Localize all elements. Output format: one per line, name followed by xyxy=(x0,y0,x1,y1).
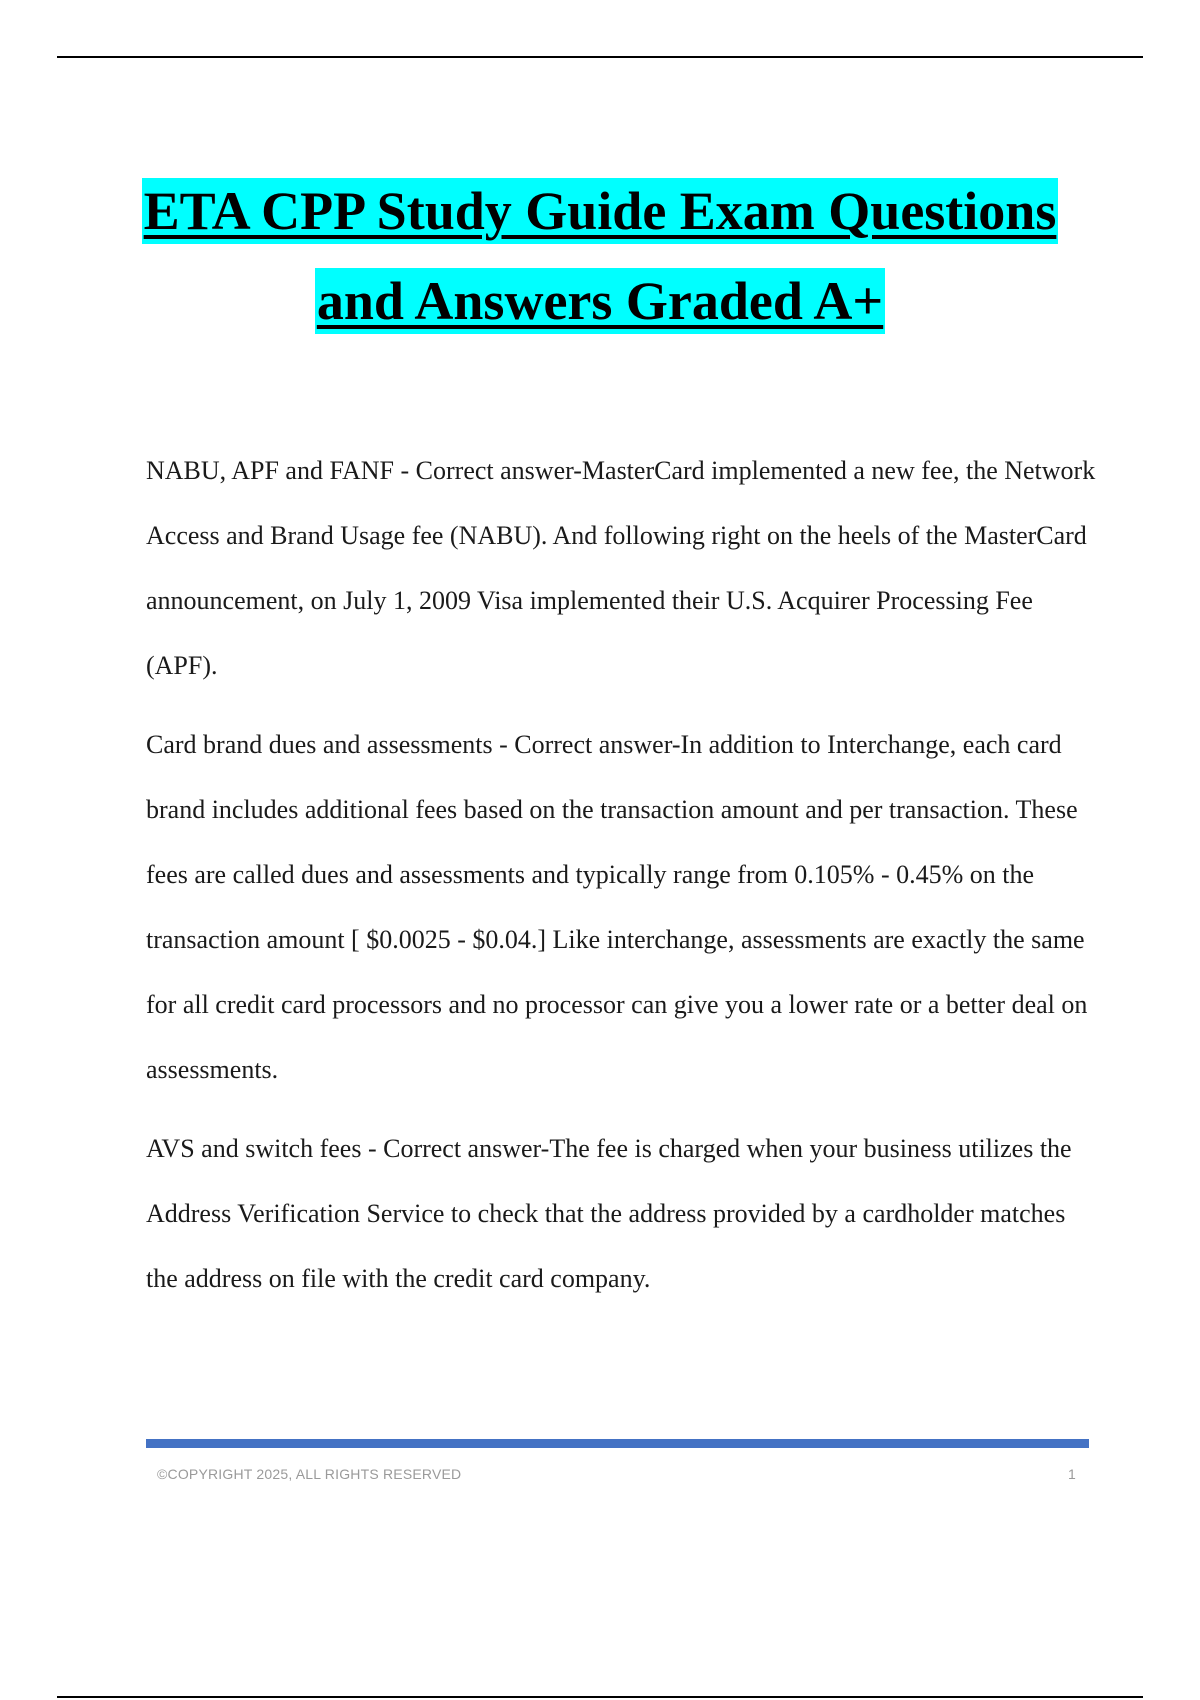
top-rule xyxy=(57,56,1143,58)
title-line-2: and Answers Graded A+ xyxy=(315,268,885,334)
bottom-rule xyxy=(57,1696,1143,1698)
qa-entry-avs-switch: AVS and switch fees - Correct answer-The fee is charged when your business utilizes the Address Verification Service to check that the address provided by a cardholder matches the address on file with the credit card company. xyxy=(146,1134,1072,1293)
title-line-1: ETA CPP Study Guide Exam Questions xyxy=(142,178,1059,244)
qa-content xyxy=(146,438,1096,1325)
document-title xyxy=(0,178,1200,334)
qa-entry-dues-assessments: Card brand dues and assessments - Correct answer-In addition to Interchange, each card brand includes additional fees based on the transaction amount and per transaction. These fees are called dues and assessments and typically range from 0.105% - 0.45% on the transaction amount [ $0.0025 - $0.04.] Like interchange, assessments are exactly the same for all credit card processors and no processor can give you a lower rate or a better deal on assessments. xyxy=(146,730,1088,1084)
page-number: 1 xyxy=(1068,1466,1076,1482)
qa-entry-nabu: NABU, APF and FANF - Correct answer-MasterCard implemented a new fee, the Network Access and Brand Usage fee (NABU). And following right on the heels of the MasterCard announcement, on July 1, 2009 Visa implemented their U.S. Acquirer Processing Fee (APF). xyxy=(146,456,1096,680)
footer-bar xyxy=(146,1439,1089,1448)
footer-copyright: ©COPYRIGHT 2025, ALL RIGHTS RESERVED xyxy=(157,1466,462,1482)
